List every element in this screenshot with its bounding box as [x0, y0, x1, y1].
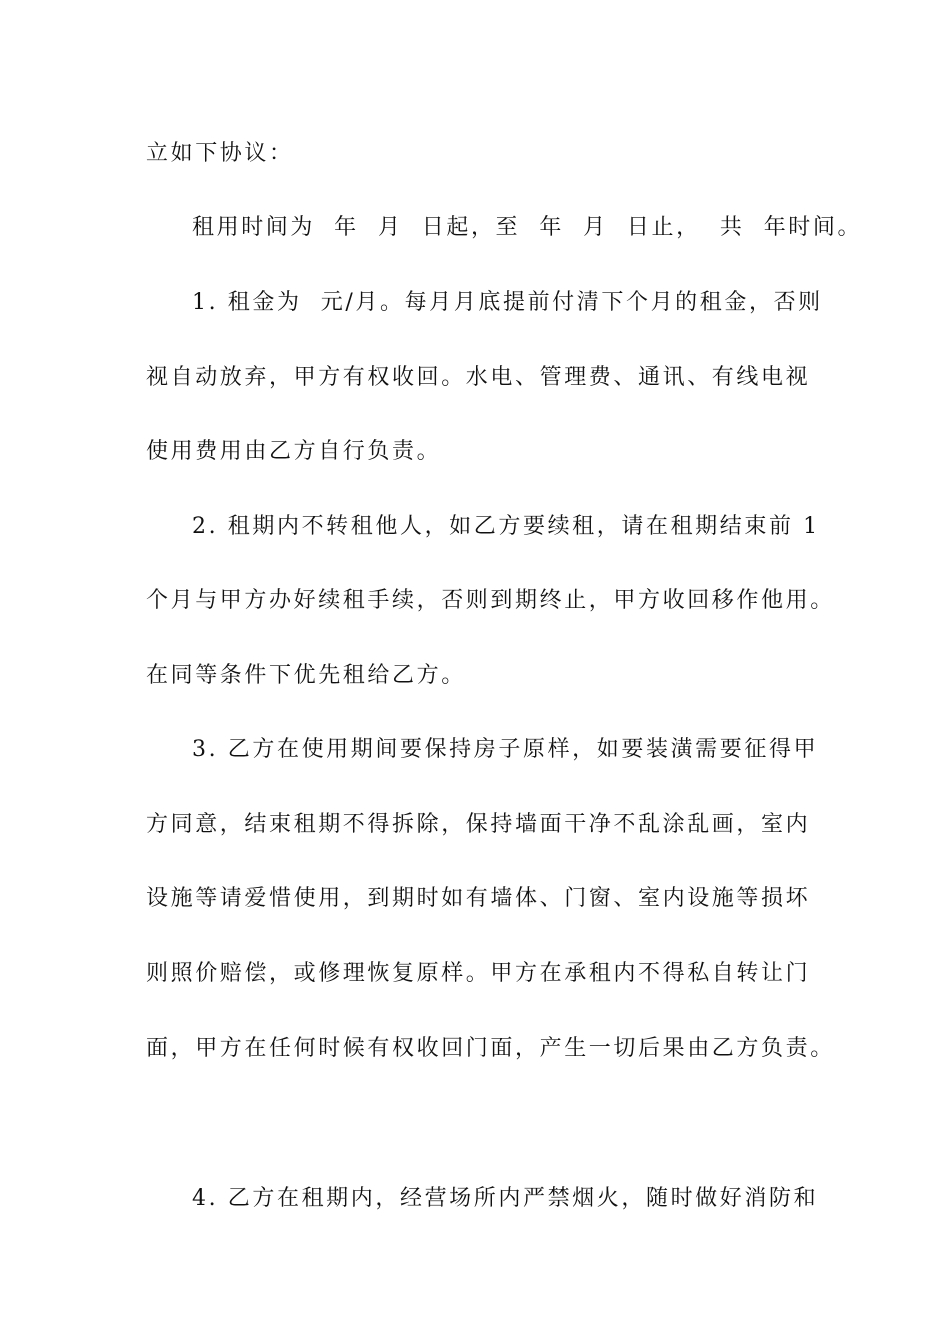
- text-line: 4. 乙方在租期内，经营场所内严禁烟火，随时做好消防和: [192, 1186, 819, 1211]
- text-line: 方同意，结束租期不得拆除，保持墙面干净不乱涂乱画，室内: [146, 812, 811, 837]
- text-line: 则照价赔偿，或修理恢复原样。甲方在承租内不得私自转让门: [146, 961, 811, 986]
- text-line: 在同等条件下优先租给乙方。: [146, 663, 466, 688]
- text-line: 个月与甲方办好续租手续，否则到期终止，甲方收回移作他用。: [146, 588, 835, 613]
- text-line: 设施等请爱惜使用，到期时如有墙体、门窗、室内设施等损坏: [146, 886, 811, 911]
- text-line: 1. 租金为 元/月。每月月底提前付清下个月的租金，否则: [192, 290, 823, 315]
- text-line: 3. 乙方在使用期间要保持房子原样，如要装潢需要征得甲: [192, 737, 819, 762]
- text-line: 视自动放弃，甲方有权收回。水电、管理费、通讯、有线电视: [146, 365, 811, 390]
- text-line: 2. 租期内不转租他人，如乙方要续租，请在租期结束前 1: [192, 514, 820, 539]
- text-line: 立如下协议：: [146, 141, 294, 166]
- text-line: 使用费用由乙方自行负责。: [146, 439, 442, 464]
- text-line: 租用时间为 年 月 日起，至 年 月 日止， 共 年时间。: [192, 215, 863, 240]
- text-line: 面，甲方在任何时候有权收回门面，产生一切后果由乙方负责。: [146, 1036, 835, 1061]
